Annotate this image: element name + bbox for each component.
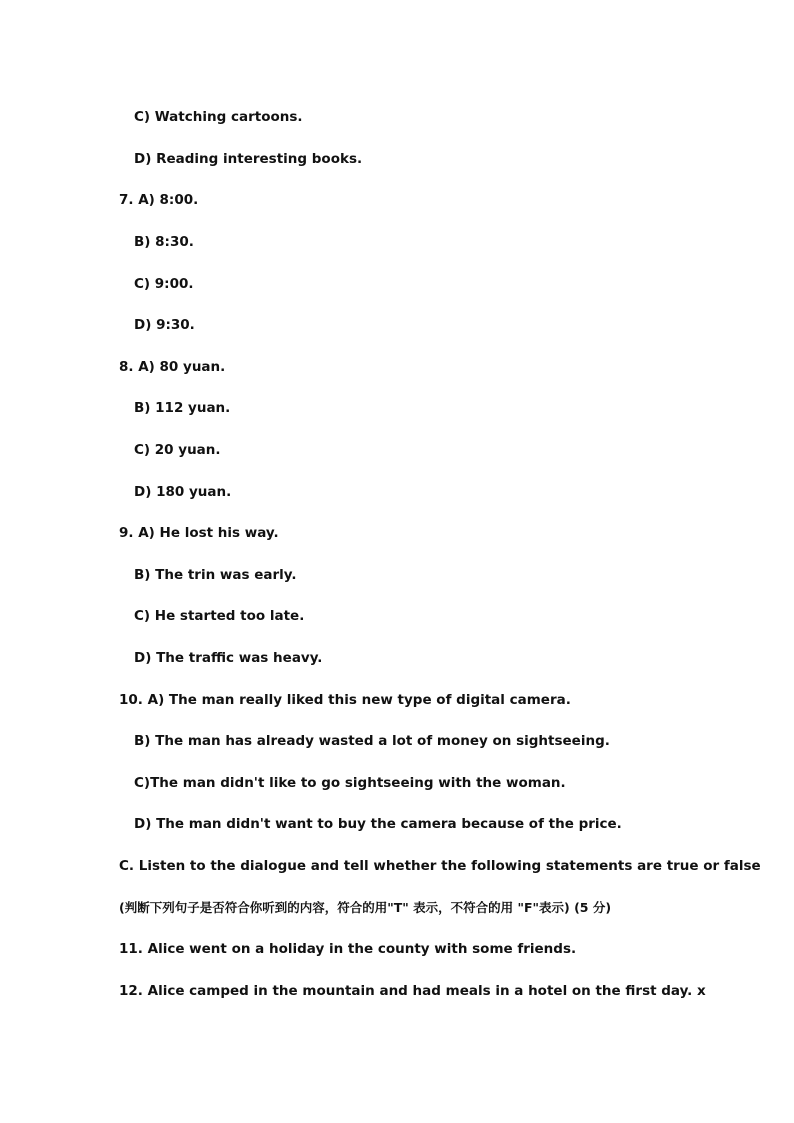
- option-10c: C)The man didn't like to go sightseeing with the woman.: [134, 775, 566, 791]
- option-7c: C) 9:00.: [134, 276, 194, 292]
- option-8b: B) 112 yuan.: [134, 400, 231, 416]
- section-c-heading: C. Listen to the dialogue and tell whether the following statements are true or false: [119, 858, 761, 874]
- option-7d: D) 9:30.: [134, 317, 195, 333]
- question-8: 8. A) 80 yuan.: [119, 359, 226, 375]
- section-c-instruction: (判断下列句子是否符合你听到的内容，符合的用"T" 表示，不符合的用 "F"表示) (5 分): [119, 900, 612, 915]
- option-8d: D) 180 yuan.: [134, 484, 232, 500]
- option-7b: B) 8:30.: [134, 234, 194, 250]
- option-9b: B) The trin was early.: [134, 567, 297, 583]
- question-10: 10. A) The man really liked this new type of digital camera.: [119, 692, 571, 708]
- option-6c: C) Watching cartoons.: [134, 109, 303, 125]
- question-7: 7. A) 8:00.: [119, 192, 199, 208]
- option-10b: B) The man has already wasted a lot of money on sightseeing.: [134, 733, 610, 749]
- option-8c: C) 20 yuan.: [134, 442, 221, 458]
- statement-11: 11. Alice went on a holiday in the county with some friends.: [119, 941, 577, 957]
- option-9c: C) He started too late.: [134, 608, 305, 624]
- option-6d: D) Reading interesting books.: [134, 151, 363, 167]
- option-9d: D) The traffic was heavy.: [134, 650, 323, 666]
- statement-12: 12. Alice camped in the mountain and had meals in a hotel on the first day. x: [119, 983, 706, 999]
- option-10d: D) The man didn't want to buy the camera because of the price.: [134, 816, 622, 832]
- question-9: 9. A) He lost his way.: [119, 525, 279, 541]
